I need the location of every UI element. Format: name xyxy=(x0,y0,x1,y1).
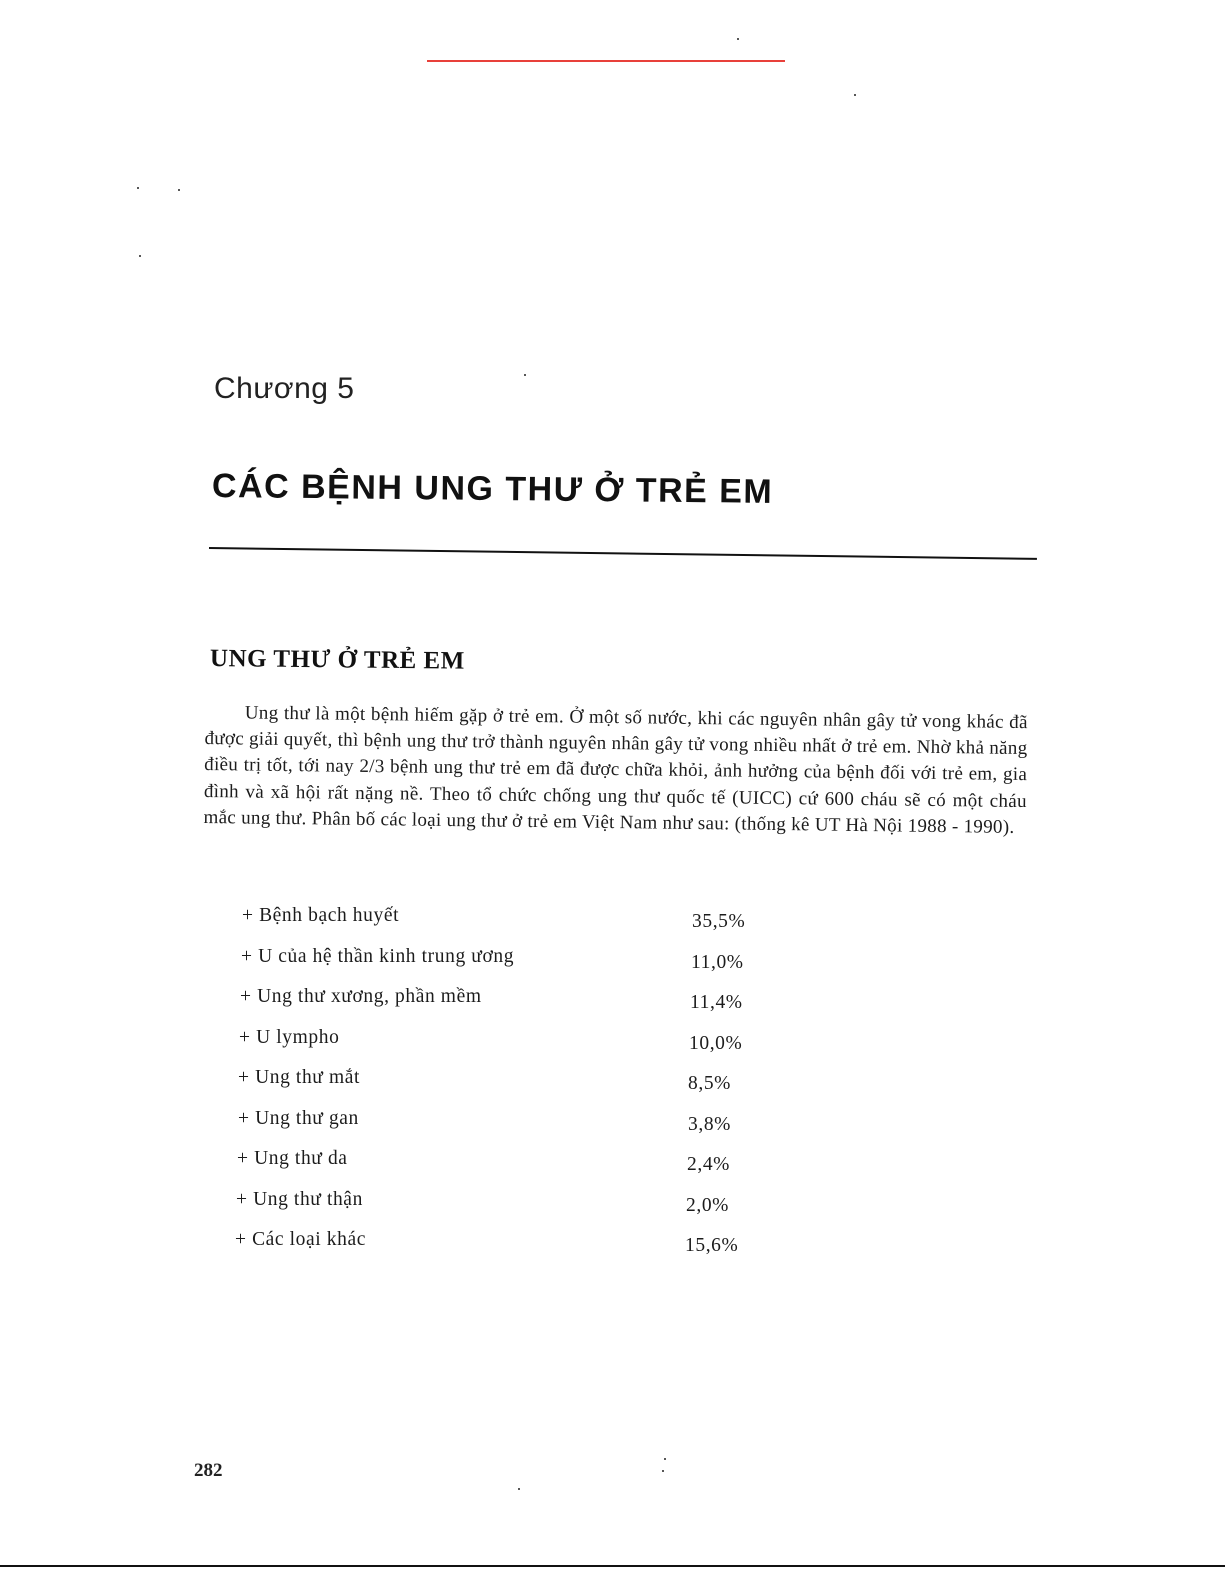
stat-label: + Các loại khác xyxy=(235,1229,366,1250)
stat-label: + Bệnh bạch huyết xyxy=(242,905,400,926)
stat-value: 2,4% xyxy=(687,1154,731,1175)
stat-value: 2,0% xyxy=(686,1195,730,1216)
stat-label: + Ung thư mắt xyxy=(238,1067,360,1088)
scan-speck xyxy=(737,38,739,40)
scan-speck xyxy=(137,187,139,189)
scan-speck xyxy=(518,1488,520,1490)
stat-value: 8,5% xyxy=(688,1073,732,1094)
top-red-rule xyxy=(427,60,785,62)
scan-speck xyxy=(524,374,526,376)
scan-speck xyxy=(662,1470,664,1472)
stat-label: + U của hệ thần kinh trung ương xyxy=(241,946,515,967)
page-number: 282 xyxy=(194,1460,223,1481)
stat-value: 35,5% xyxy=(692,911,746,932)
body-paragraph: Ung thư là một bệnh hiếm gặp ở trẻ em. Ở một số nước, khi các nguyên nhân gây tử vong khác đã được giải quyết, thì bệnh ung thư trở thành nguyên nhân gây tử vong nhiều nhất ở trẻ em. Nhờ khả năng điều trị tốt, tới nay 2/3 bệnh ung thư trẻ em đã được chữa khỏi, ảnh hưởng của bệnh đối với trẻ em, gia đình và xã hội rất nặng nề. Theo tổ chức chống ung thư quốc tế (UICC) cứ 600 cháu sẽ có một cháu mắc ung thư. Phân bố các loại ung thư ở trẻ em Việt Nam như sau: (thống kê UT Hà Nội 1988 - 1990). xyxy=(203,702,1028,838)
chapter-label: Chương 5 xyxy=(214,372,355,405)
scan-speck xyxy=(664,1458,666,1460)
chapter-title: CÁC BỆNH UNG THƯ Ở TRẺ EM xyxy=(211,467,774,511)
stat-label: + Ung thư thận xyxy=(236,1189,363,1210)
title-underline xyxy=(209,547,1037,560)
stat-value: 15,6% xyxy=(685,1235,739,1256)
section-heading: UNG THƯ Ở TRẺ EM xyxy=(209,645,465,675)
stat-value: 10,0% xyxy=(689,1033,743,1054)
stat-label: + Ung thư da xyxy=(237,1148,348,1169)
stat-value: 3,8% xyxy=(688,1114,732,1135)
scan-speck xyxy=(178,189,180,191)
bottom-scan-edge xyxy=(0,1565,1225,1567)
stat-value: 11,4% xyxy=(690,992,743,1013)
stat-label: + Ung thư gan xyxy=(238,1108,359,1129)
stat-label: + Ung thư xương, phần mềm xyxy=(240,986,482,1007)
scan-speck xyxy=(139,255,141,257)
stat-value: 11,0% xyxy=(691,952,744,973)
stat-label: + U lympho xyxy=(239,1027,340,1048)
scan-speck xyxy=(854,94,856,96)
